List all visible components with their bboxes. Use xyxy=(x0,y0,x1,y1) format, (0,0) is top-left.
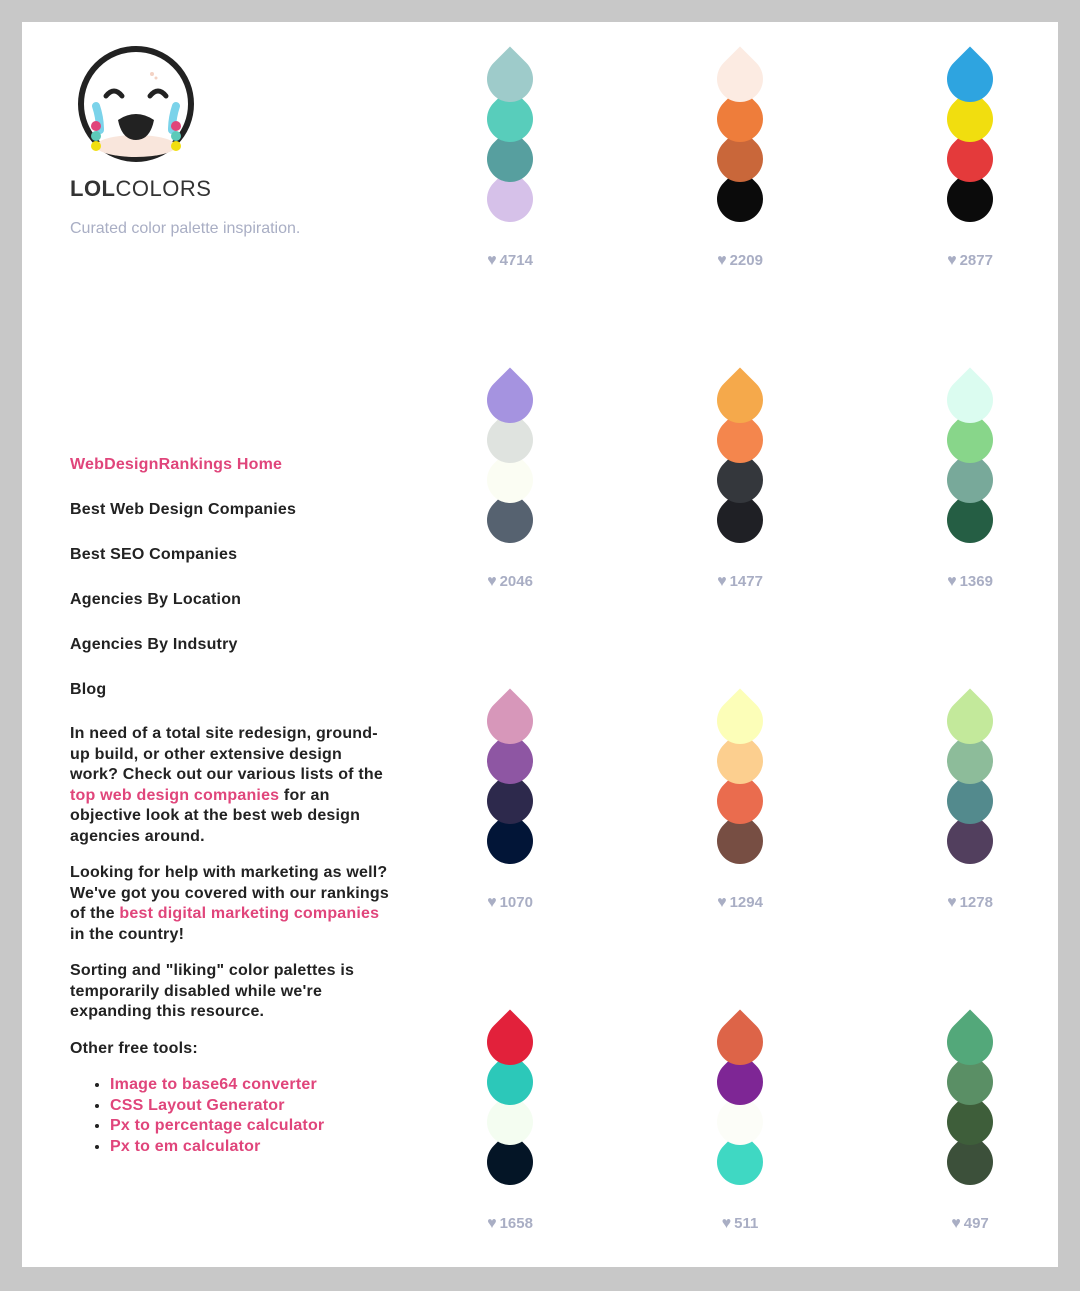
nav-item-5[interactable]: Blog xyxy=(70,681,107,698)
like-number: 1477 xyxy=(729,573,763,590)
color-drop[interactable] xyxy=(707,688,772,753)
like-number: 1294 xyxy=(729,894,763,911)
tool-link-0[interactable]: • Image to base64 converter xyxy=(110,1075,390,1096)
color-drop[interactable] xyxy=(937,46,1002,111)
heart-icon: ♥ xyxy=(947,252,957,269)
tool-link-2[interactable]: • Px to percentage calculator xyxy=(110,1116,390,1137)
like-count[interactable] xyxy=(702,252,778,270)
nav-item-0[interactable]: WebDesignRankings Home xyxy=(70,456,283,473)
heart-icon: ♥ xyxy=(717,252,727,269)
like-count[interactable] xyxy=(702,1215,778,1233)
like-number: 1070 xyxy=(499,894,533,911)
heart-icon: ♥ xyxy=(717,573,727,590)
marketing-paragraph: Looking for help with marketing as well? We've got you covered with our rankings of the best digital marketing companies in the country! xyxy=(70,864,389,943)
like-count[interactable] xyxy=(932,252,1008,270)
heart-icon: ♥ xyxy=(487,252,497,269)
heart-icon: ♥ xyxy=(721,1215,732,1232)
like-number: 4714 xyxy=(499,252,533,269)
heart-icon: ♥ xyxy=(947,573,957,590)
color-drop[interactable] xyxy=(477,46,542,111)
promo-copy xyxy=(70,724,390,1157)
tagline: Curated color palette inspiration. xyxy=(70,220,301,237)
web-design-paragraph: In need of a total site redesign, ground-up build, or other extensive design work? Check out our various lists of the top web design companies for an objective look at the best web design agencies around. xyxy=(70,725,383,845)
like-number: 497 xyxy=(963,1215,989,1232)
color-drop[interactable] xyxy=(707,46,772,111)
heart-icon: ♥ xyxy=(951,1215,961,1232)
like-count[interactable] xyxy=(932,894,1008,912)
nav-item-1[interactable]: Best Web Design Companies xyxy=(70,501,297,518)
nav-item-2[interactable]: Best SEO Companies xyxy=(70,546,238,563)
nav-item-3[interactable]: Agencies By Location xyxy=(70,591,242,608)
brand-name[interactable]: LOLCOLORS xyxy=(70,176,212,201)
tools-heading: Other free tools: xyxy=(70,1039,198,1057)
like-count[interactable] xyxy=(932,573,1008,591)
like-count[interactable] xyxy=(932,1215,1008,1233)
color-drop[interactable] xyxy=(707,367,772,432)
disabled-notice: Sorting and "liking" color palettes is temporarily disabled while we're expanding this resource. xyxy=(70,962,355,1020)
tool-link-1[interactable]: • CSS Layout Generator xyxy=(110,1096,390,1117)
nav-item-4[interactable]: Agencies By Indsutry xyxy=(70,636,238,653)
like-number: 1369 xyxy=(959,573,993,590)
best-marketing-link[interactable]: best digital marketing companies xyxy=(119,905,380,922)
like-count[interactable] xyxy=(472,252,548,270)
like-number: 511 xyxy=(734,1215,759,1232)
like-number: 2046 xyxy=(499,573,533,590)
heart-icon: ♥ xyxy=(487,1215,497,1232)
lolcolors-logo[interactable] xyxy=(74,46,198,170)
tool-link-3[interactable]: • Px to em calculator xyxy=(110,1137,390,1158)
top-web-design-link[interactable]: top web design companies xyxy=(70,786,280,804)
like-number: 1278 xyxy=(959,894,993,911)
nav-menu xyxy=(70,454,296,724)
like-count[interactable] xyxy=(702,894,778,912)
heart-icon: ♥ xyxy=(717,894,727,911)
like-count[interactable] xyxy=(472,573,548,591)
like-number: 2209 xyxy=(729,252,763,269)
like-number: 1658 xyxy=(499,1215,533,1232)
heart-icon: ♥ xyxy=(947,894,957,911)
like-count[interactable] xyxy=(472,1215,548,1233)
color-drop[interactable] xyxy=(477,1009,542,1074)
heart-icon: ♥ xyxy=(487,573,497,590)
like-number: 2877 xyxy=(959,252,993,269)
color-drop[interactable] xyxy=(477,688,542,753)
heart-icon: ♥ xyxy=(487,894,497,911)
color-drop[interactable] xyxy=(937,1009,1002,1074)
page xyxy=(22,22,1058,1267)
tools-list xyxy=(70,1075,390,1157)
color-drop[interactable] xyxy=(937,688,1002,753)
like-count[interactable] xyxy=(702,573,778,591)
palette-grid xyxy=(472,44,1032,1244)
like-count[interactable] xyxy=(472,894,548,912)
color-drop[interactable] xyxy=(937,367,1002,432)
color-drop[interactable] xyxy=(707,1009,772,1074)
color-drop[interactable] xyxy=(477,367,542,432)
